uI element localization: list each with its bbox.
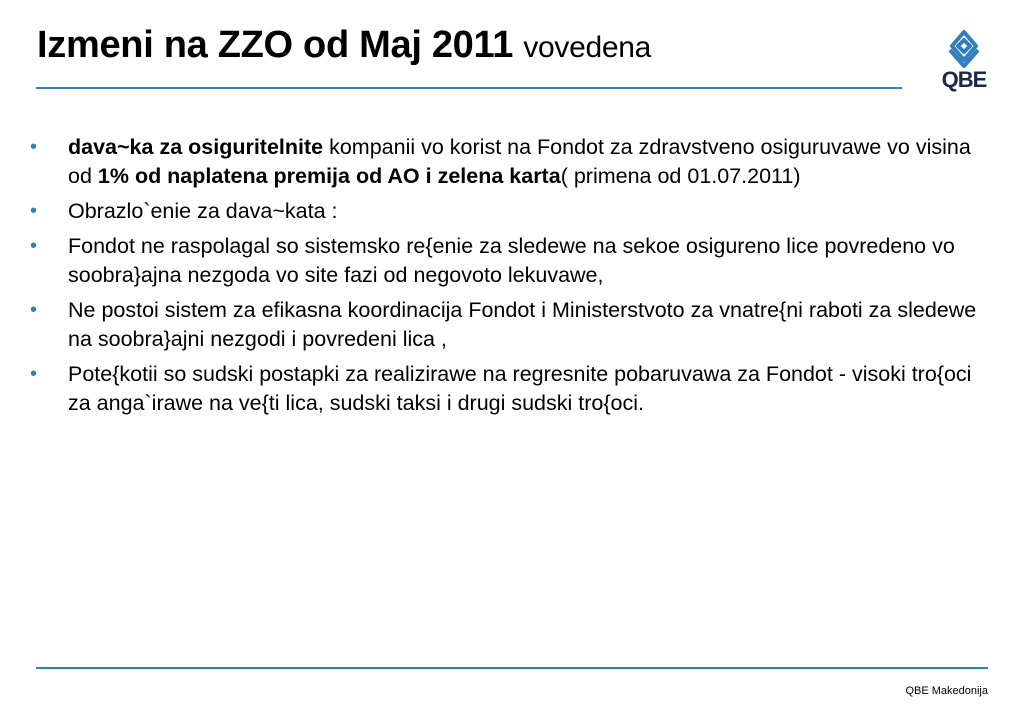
qbe-logo-icon [936, 28, 992, 68]
bullet-text-bold: dava~ka za osiguritelnite [68, 135, 324, 159]
bullet-text: Pote{kotii so sudski postapki za realizirawe na regresnite pobaruvawa za Fondot - visoki tro{oci za anga`irawe na ve{ti lica, sudski taksi i drugi sudski tro{oci. [68, 362, 972, 415]
title-light: vovedena [523, 31, 652, 64]
bullet-item [30, 296, 980, 354]
bullet-marker: • [30, 136, 38, 158]
bullet-marker: • [30, 235, 38, 257]
bullet-item [30, 360, 980, 418]
bullet-list [30, 133, 980, 424]
title-bold: Izmeni na ZZO od Maj 2011 [37, 24, 514, 66]
bullet-marker: • [30, 200, 38, 222]
bullet-marker: • [30, 299, 38, 321]
bullet-text: Ne postoi sistem za efikasna koordinacija Fondot i Ministerstvoto za vnatre{ni raboti za sledewe na soobra}ajni nezgodi i povredeni lica , [68, 298, 977, 351]
slide-title [37, 22, 651, 71]
qbe-logo [936, 28, 992, 94]
bullet-text: Fondot ne raspolagal so sistemsko re{enie za sledewe na sekoe osigureno lice povredeno vo soobra}ajna nezgoda vo site fazi od negovoto lekuvawe, [68, 234, 955, 287]
bullet-item [30, 133, 980, 191]
bullet-text-bold: 1% od naplatena premija od AO i zelena karta [97, 164, 561, 188]
bullet-text: Obrazlo`enie za dava~kata : [68, 199, 338, 223]
bullet-marker: • [30, 363, 38, 385]
bullet-item [30, 197, 980, 226]
bullet-text: ( primena od 01.07.2011) [560, 164, 801, 188]
title-divider [36, 87, 902, 89]
footer-text: QBE Makedonija [905, 685, 988, 697]
logo-text: QBE [941, 67, 987, 92]
footer-divider [36, 667, 988, 669]
bullet-text: kompanii vo korist na Fondot za zdravstveno osiguruvawe vo visina od [68, 135, 971, 188]
bullet-item [30, 232, 980, 290]
